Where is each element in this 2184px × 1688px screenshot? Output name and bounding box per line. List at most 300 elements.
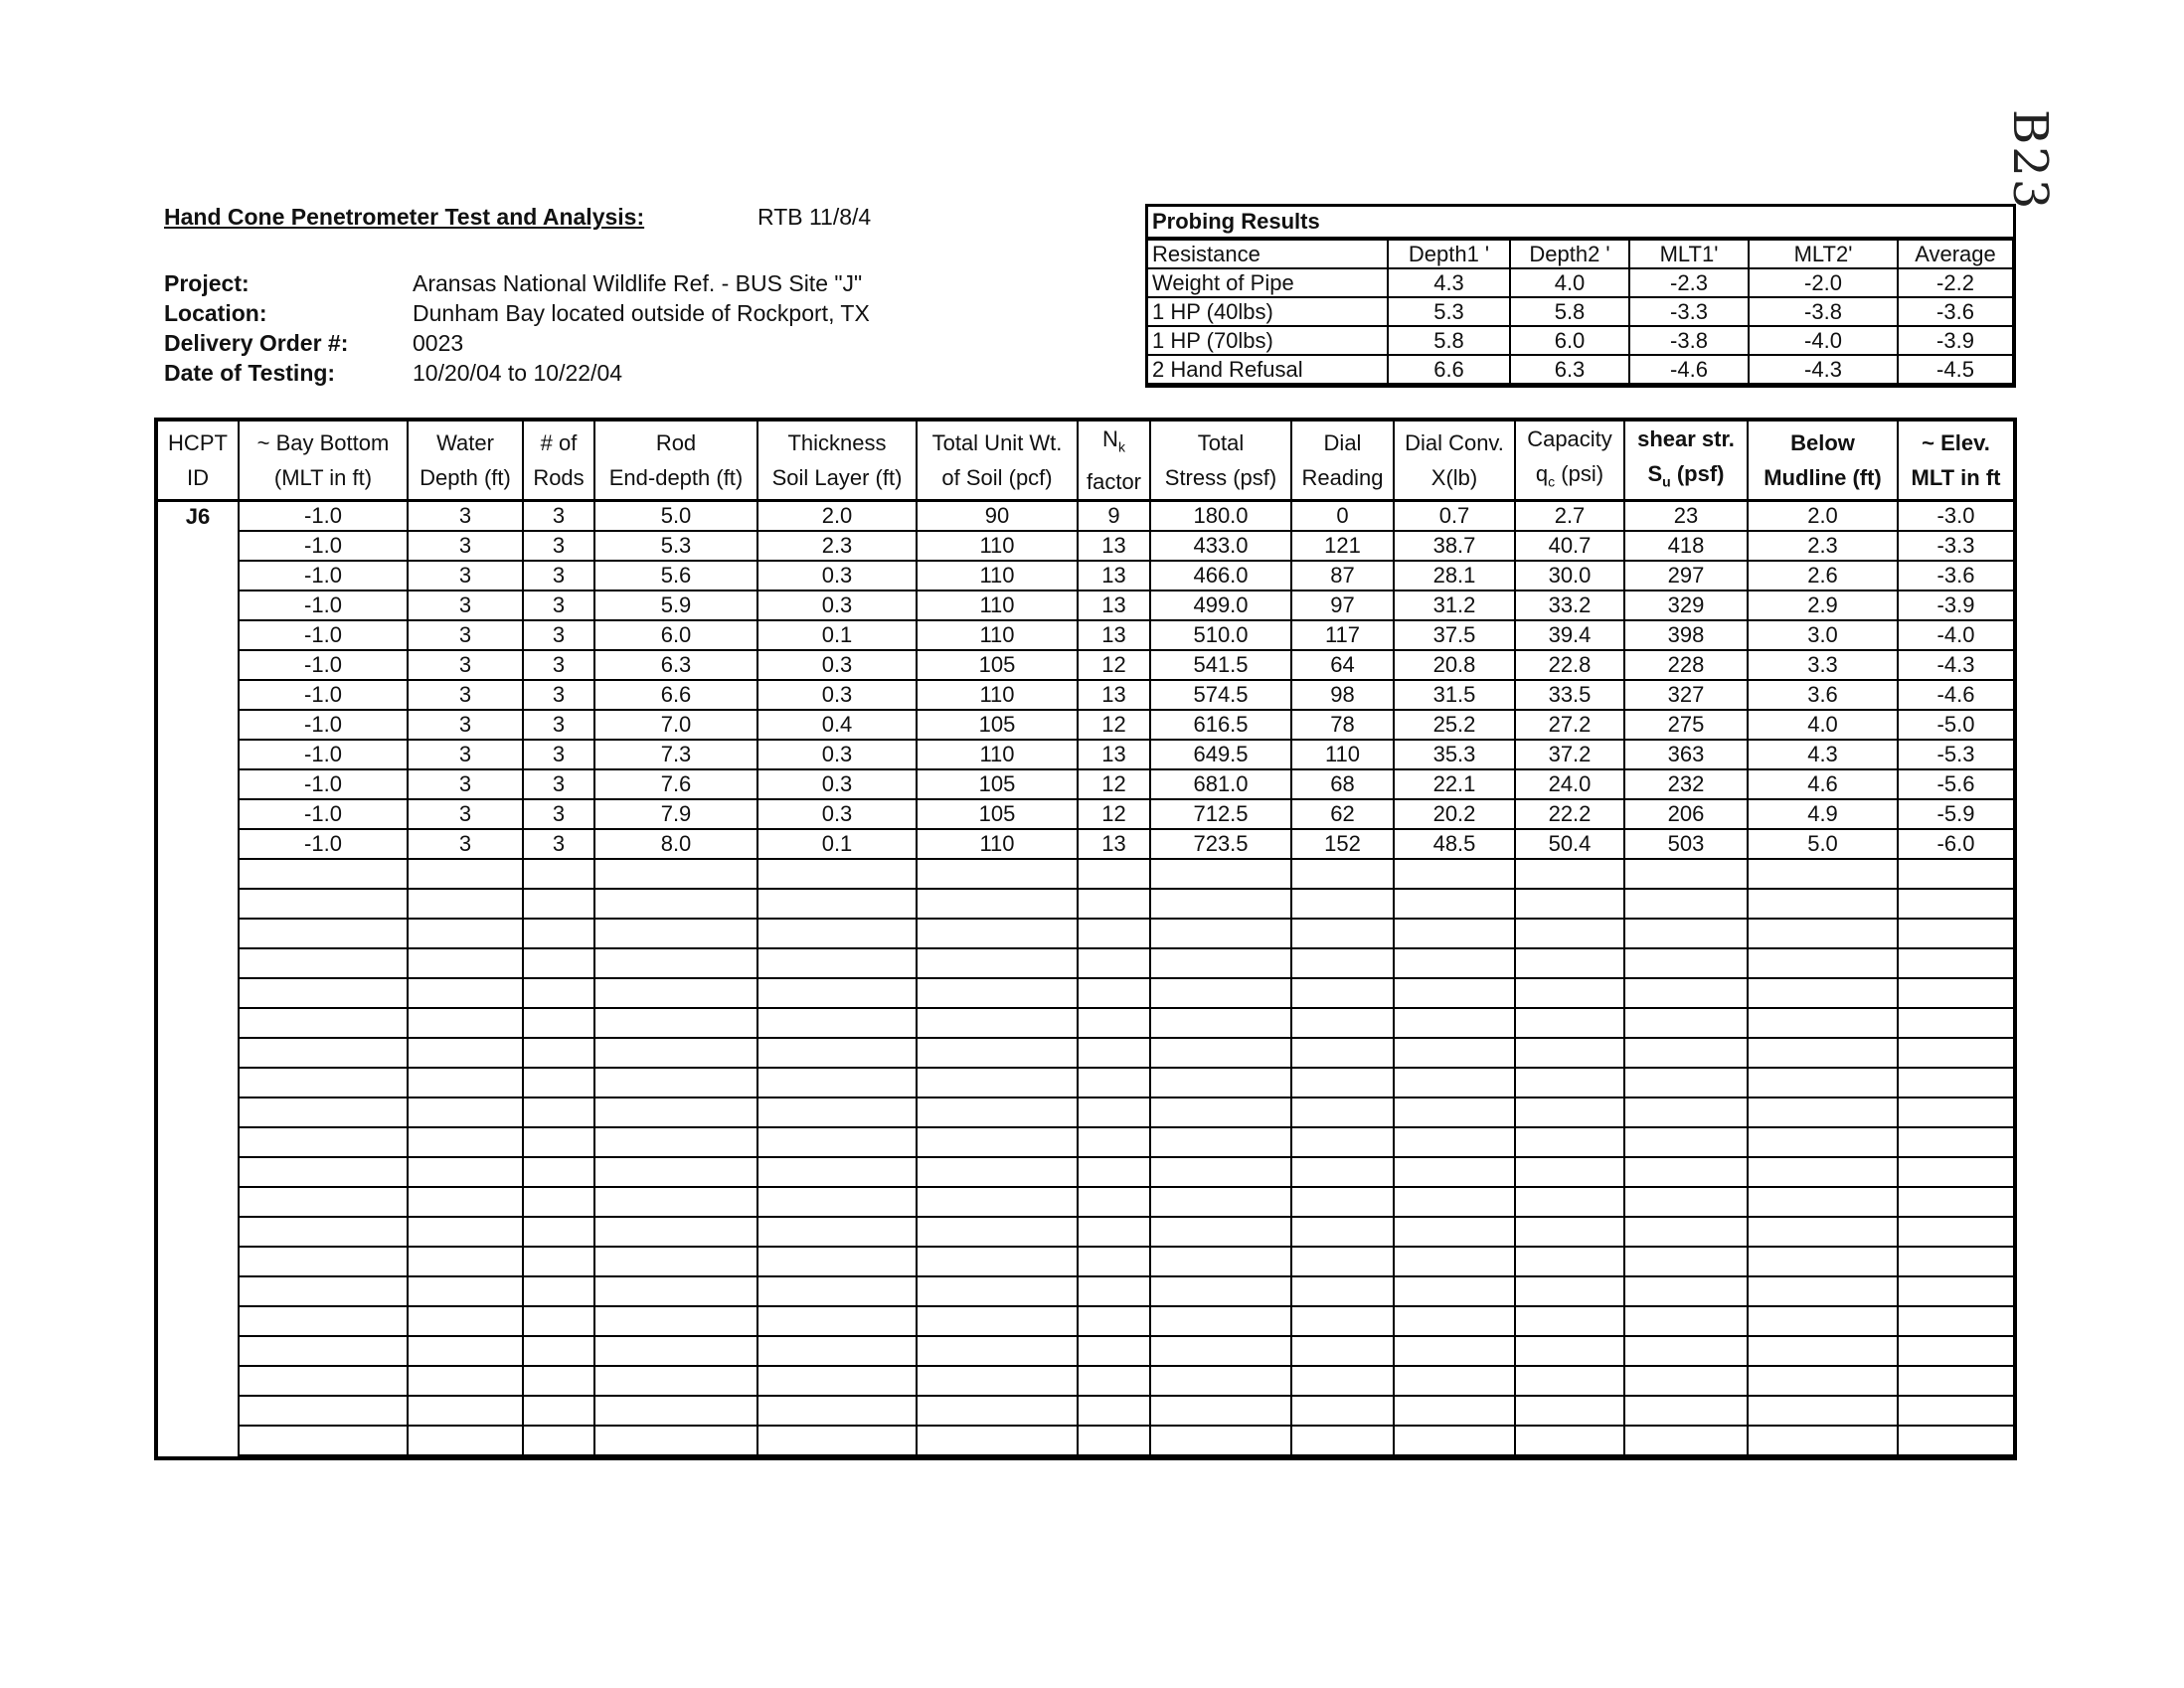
table-cell: 2.0	[1748, 501, 1898, 532]
table-cell: 5.9	[594, 591, 757, 620]
probing-cell: -2.2	[1898, 268, 2013, 297]
table-cell	[594, 1038, 757, 1068]
column-header-text: ID	[187, 465, 209, 491]
table-cell: 2.0	[757, 501, 917, 532]
table-cell: 712.5	[1150, 799, 1291, 829]
table-cell: -4.6	[1898, 680, 2013, 710]
table-cell	[1078, 1127, 1150, 1157]
table-cell: 3	[408, 591, 523, 620]
table-cell	[757, 978, 917, 1008]
table-cell	[1394, 1426, 1515, 1455]
table-cell: 616.5	[1150, 710, 1291, 740]
table-cell: 0.3	[757, 680, 917, 710]
table-cell: 35.3	[1394, 740, 1515, 769]
table-cell: 3	[408, 561, 523, 591]
table-cell	[1150, 1187, 1291, 1217]
table-cell	[1748, 1068, 1898, 1097]
column-header-line1	[1516, 422, 1623, 456]
table-cell	[757, 1157, 917, 1187]
hcpt-id-cell	[158, 1306, 239, 1336]
table-cell	[1748, 978, 1898, 1008]
table-cell	[1394, 1068, 1515, 1097]
table-cell	[523, 1038, 594, 1068]
meta-value: Dunham Bay located outside of Rockport, TX	[413, 300, 870, 326]
table-cell	[1748, 1217, 1898, 1247]
column-header-line2	[1516, 456, 1623, 499]
table-cell	[1748, 1336, 1898, 1366]
table-cell: 0	[1291, 501, 1394, 532]
table-cell: 3.6	[1748, 680, 1898, 710]
table-cell: -3.9	[1898, 591, 2013, 620]
probing-row	[1148, 326, 2013, 355]
table-cell: 5.0	[1748, 829, 1898, 859]
table-row	[158, 829, 2013, 859]
hcpt-id-cell	[158, 710, 239, 740]
table-cell: 510.0	[1150, 620, 1291, 650]
table-cell	[1748, 1396, 1898, 1426]
table-row	[158, 1306, 2013, 1336]
table-cell	[1291, 1008, 1394, 1038]
table-cell	[1515, 1157, 1624, 1187]
column-header-line2	[1151, 460, 1290, 495]
table-cell	[917, 978, 1078, 1008]
column-header-text: shear str.	[1637, 426, 1735, 451]
table-row	[158, 1097, 2013, 1127]
table-cell: 3	[408, 799, 523, 829]
table-cell	[1291, 919, 1394, 948]
probing-cell: 6.0	[1510, 326, 1629, 355]
table-cell: 62	[1291, 799, 1394, 829]
column-header-line1	[240, 425, 407, 460]
table-cell: -1.0	[239, 680, 408, 710]
table-cell	[1078, 1097, 1150, 1127]
table-cell	[523, 1127, 594, 1157]
column-header	[239, 422, 408, 501]
column-header-line1	[1749, 425, 1897, 460]
table-cell	[408, 1217, 523, 1247]
probing-header-row	[1148, 240, 2013, 268]
probing-header-cell: MLT1'	[1629, 240, 1749, 268]
table-cell	[1150, 1008, 1291, 1038]
table-cell: 13	[1078, 620, 1150, 650]
probing-row	[1148, 355, 2013, 384]
table-cell	[1150, 978, 1291, 1008]
table-cell	[1150, 1306, 1291, 1336]
table-cell	[1394, 1008, 1515, 1038]
table-cell	[1078, 1187, 1150, 1217]
probing-cell: 4.0	[1510, 268, 1629, 297]
table-cell: -1.0	[239, 650, 408, 680]
table-cell	[917, 1068, 1078, 1097]
table-row	[158, 561, 2013, 591]
table-cell: 97	[1291, 591, 1394, 620]
table-cell	[523, 1396, 594, 1426]
table-cell: 87	[1291, 561, 1394, 591]
table-cell	[239, 948, 408, 978]
table-cell: 3	[523, 799, 594, 829]
probing-header-cell: Average	[1898, 240, 2013, 268]
table-cell	[239, 1068, 408, 1097]
column-header-line2	[918, 460, 1077, 495]
table-cell	[1898, 1366, 2013, 1396]
table-cell: 327	[1624, 680, 1748, 710]
table-cell	[408, 1008, 523, 1038]
probing-cell: 6.6	[1388, 355, 1510, 384]
column-header	[594, 422, 757, 501]
table-cell	[523, 1008, 594, 1038]
table-cell: 228	[1624, 650, 1748, 680]
table-cell	[1898, 1426, 2013, 1455]
column-header-text: Soil Layer (ft)	[771, 465, 903, 491]
table-row	[158, 1157, 2013, 1187]
table-cell: 329	[1624, 591, 1748, 620]
table-cell	[1515, 1306, 1624, 1336]
table-cell: -1.0	[239, 620, 408, 650]
table-cell	[1150, 1097, 1291, 1127]
table-cell: -3.3	[1898, 531, 2013, 561]
column-header-text: ~ Elev.	[1922, 430, 1990, 456]
table-cell: 541.5	[1150, 650, 1291, 680]
table-cell	[1515, 1217, 1624, 1247]
table-row	[158, 1247, 2013, 1276]
table-cell: 110	[917, 680, 1078, 710]
column-header	[158, 422, 239, 501]
table-cell	[1150, 919, 1291, 948]
column-header	[917, 422, 1078, 501]
column-header-line1	[1151, 425, 1290, 460]
table-cell	[1515, 1336, 1624, 1366]
table-cell	[594, 1426, 757, 1455]
table-cell: 12	[1078, 769, 1150, 799]
table-cell	[523, 1426, 594, 1455]
table-cell	[757, 1396, 917, 1426]
table-cell	[1624, 1097, 1748, 1127]
probing-cell: -3.8	[1749, 297, 1898, 326]
probing-cell: -4.3	[1749, 355, 1898, 384]
table-cell: 0.1	[757, 620, 917, 650]
table-cell	[1291, 889, 1394, 919]
hcpt-id-cell	[158, 591, 239, 620]
probing-cell: Weight of Pipe	[1148, 268, 1388, 297]
table-cell	[1898, 1068, 2013, 1097]
table-cell: 2.9	[1748, 591, 1898, 620]
probing-cell: 2 Hand Refusal	[1148, 355, 1388, 384]
table-cell	[1898, 1276, 2013, 1306]
table-cell	[408, 1306, 523, 1336]
table-cell	[239, 1336, 408, 1366]
table-cell	[1898, 1008, 2013, 1038]
table-cell	[1624, 1366, 1748, 1396]
table-cell: 0.4	[757, 710, 917, 740]
table-cell	[1078, 948, 1150, 978]
table-cell	[523, 1366, 594, 1396]
table-cell	[1624, 1068, 1748, 1097]
table-cell: 3	[523, 531, 594, 561]
table-cell	[917, 1247, 1078, 1276]
table-cell: -6.0	[1898, 829, 2013, 859]
table-cell	[239, 1097, 408, 1127]
meta-label: Delivery Order #:	[164, 330, 349, 356]
column-header-line1	[1395, 425, 1514, 460]
column-header-line1	[1079, 422, 1149, 464]
table-row	[158, 501, 2013, 532]
table-cell	[1898, 919, 2013, 948]
table-cell	[757, 1426, 917, 1455]
meta-label: Project:	[164, 270, 250, 296]
column-header	[523, 422, 594, 501]
table-cell	[1291, 1366, 1394, 1396]
table-cell: 6.6	[594, 680, 757, 710]
table-cell	[1078, 919, 1150, 948]
column-header	[1748, 422, 1898, 501]
table-cell	[594, 948, 757, 978]
hcpt-id-cell	[158, 859, 239, 889]
hcpt-id-cell	[158, 620, 239, 650]
table-cell: 0.3	[757, 561, 917, 591]
table-cell	[523, 1336, 594, 1366]
table-cell	[1624, 1008, 1748, 1038]
table-cell: 6.3	[594, 650, 757, 680]
table-cell	[594, 1157, 757, 1187]
table-cell: 2.3	[757, 531, 917, 561]
table-cell	[1291, 1396, 1394, 1426]
table-cell	[1624, 948, 1748, 978]
table-cell	[917, 859, 1078, 889]
table-cell	[1078, 1276, 1150, 1306]
table-cell	[1624, 1038, 1748, 1068]
table-cell	[1624, 1336, 1748, 1366]
probing-results-title: Probing Results	[1148, 207, 2013, 239]
table-cell: 0.1	[757, 829, 917, 859]
column-header-subscript: u	[1662, 473, 1671, 490]
table-cell	[1394, 1366, 1515, 1396]
table-cell	[1515, 1426, 1624, 1455]
table-cell: 2.6	[1748, 561, 1898, 591]
table-cell: 3	[408, 740, 523, 769]
table-cell	[1394, 889, 1515, 919]
table-cell: 6.0	[594, 620, 757, 650]
table-cell	[1394, 919, 1515, 948]
probing-cell: -3.9	[1898, 326, 2013, 355]
table-cell	[1748, 1247, 1898, 1276]
table-cell	[1291, 1276, 1394, 1306]
hcpt-id-cell	[158, 531, 239, 561]
hcpt-id-cell	[158, 1217, 239, 1247]
table-cell: 363	[1624, 740, 1748, 769]
table-cell	[408, 1336, 523, 1366]
table-cell	[917, 1306, 1078, 1336]
table-cell: -5.6	[1898, 769, 2013, 799]
hcpt-id-cell	[158, 1068, 239, 1097]
table-cell: 22.2	[1515, 799, 1624, 829]
table-cell	[594, 1187, 757, 1217]
table-cell	[408, 1366, 523, 1396]
hcpt-id-cell	[158, 1336, 239, 1366]
table-cell	[239, 1276, 408, 1306]
column-header-line2	[595, 460, 756, 495]
table-cell: 3	[523, 740, 594, 769]
probing-cell: -3.8	[1629, 326, 1749, 355]
table-cell: 40.7	[1515, 531, 1624, 561]
column-header-text: End-depth (ft)	[608, 465, 744, 491]
table-cell: 37.2	[1515, 740, 1624, 769]
table-cell: -3.0	[1898, 501, 2013, 532]
column-header-line2	[409, 460, 522, 495]
table-cell: 27.2	[1515, 710, 1624, 740]
table-cell	[1394, 1396, 1515, 1426]
table-cell: 398	[1624, 620, 1748, 650]
table-row	[158, 859, 2013, 889]
table-row	[158, 948, 2013, 978]
table-cell	[523, 889, 594, 919]
table-cell	[1291, 1306, 1394, 1336]
table-cell: 110	[917, 829, 1078, 859]
table-cell	[408, 1396, 523, 1426]
table-cell	[594, 859, 757, 889]
table-cell	[1624, 1157, 1748, 1187]
table-cell	[917, 1396, 1078, 1426]
table-cell	[1748, 1366, 1898, 1396]
table-cell	[1150, 889, 1291, 919]
table-cell: 90	[917, 501, 1078, 532]
meta-value: 0023	[413, 330, 464, 356]
table-cell	[1291, 1187, 1394, 1217]
table-cell	[1394, 978, 1515, 1008]
table-cell	[1624, 1276, 1748, 1306]
table-cell: 466.0	[1150, 561, 1291, 591]
table-cell	[1748, 1097, 1898, 1127]
table-cell	[1291, 1097, 1394, 1127]
probing-cell: -2.3	[1629, 268, 1749, 297]
table-cell: 5.0	[594, 501, 757, 532]
table-cell	[1150, 1217, 1291, 1247]
table-cell	[1150, 859, 1291, 889]
table-cell	[1748, 1187, 1898, 1217]
project-row	[164, 268, 969, 298]
table-cell	[757, 948, 917, 978]
column-header-text: Rod	[655, 430, 697, 456]
table-cell: 12	[1078, 650, 1150, 680]
table-cell	[1078, 1336, 1150, 1366]
table-cell: 30.0	[1515, 561, 1624, 591]
probing-cell: 5.8	[1388, 326, 1510, 355]
table-row	[158, 1396, 2013, 1426]
table-cell: 25.2	[1394, 710, 1515, 740]
table-cell	[408, 1068, 523, 1097]
column-header	[757, 422, 917, 501]
column-header-text: X(lb)	[1430, 465, 1478, 491]
table-cell: 0.7	[1394, 501, 1515, 532]
table-cell	[1624, 1396, 1748, 1426]
table-cell: 7.3	[594, 740, 757, 769]
table-cell: 13	[1078, 531, 1150, 561]
hcpt-id-cell	[158, 919, 239, 948]
table-cell	[1624, 1217, 1748, 1247]
table-cell	[594, 1097, 757, 1127]
meta-label: Location:	[164, 300, 267, 326]
table-cell: -5.0	[1898, 710, 2013, 740]
table-cell: 3	[408, 650, 523, 680]
table-row	[158, 769, 2013, 799]
probing-header-cell: Depth2 '	[1510, 240, 1629, 268]
table-cell: 3	[408, 680, 523, 710]
column-header-line2	[758, 460, 916, 495]
table-cell	[1748, 919, 1898, 948]
column-header-line2	[1079, 464, 1149, 499]
table-cell: -3.6	[1898, 561, 2013, 591]
column-header	[1624, 422, 1748, 501]
table-cell: 0.3	[757, 650, 917, 680]
hcpt-id-cell	[158, 1247, 239, 1276]
table-cell	[1748, 1426, 1898, 1455]
table-cell	[239, 1396, 408, 1426]
column-header-text: ~ Bay Bottom	[256, 430, 390, 456]
table-cell	[1898, 1187, 2013, 1217]
table-cell	[1150, 1426, 1291, 1455]
table-cell	[1394, 1247, 1515, 1276]
column-header-line2	[1749, 460, 1897, 495]
hcpt-id-cell	[158, 1127, 239, 1157]
table-cell: 0.3	[757, 740, 917, 769]
table-cell	[594, 978, 757, 1008]
table-cell	[239, 978, 408, 1008]
table-cell: 3	[523, 650, 594, 680]
table-cell: 3	[523, 769, 594, 799]
hcpt-id-cell	[158, 1097, 239, 1127]
table-row	[158, 650, 2013, 680]
probing-results-grid	[1148, 239, 2014, 385]
table-cell: 78	[1291, 710, 1394, 740]
table-cell	[1898, 1247, 2013, 1276]
table-cell	[1291, 1127, 1394, 1157]
table-cell	[1898, 1336, 2013, 1366]
table-cell	[239, 1306, 408, 1336]
probing-cell: -3.6	[1898, 297, 2013, 326]
table-cell	[757, 1247, 917, 1276]
table-cell	[1291, 978, 1394, 1008]
table-cell	[917, 1127, 1078, 1157]
hcpt-id-cell	[158, 1426, 239, 1455]
probing-cell: -3.3	[1629, 297, 1749, 326]
table-cell	[1515, 1187, 1624, 1217]
probing-cell: -2.0	[1749, 268, 1898, 297]
table-cell: -5.9	[1898, 799, 2013, 829]
table-cell	[1748, 1038, 1898, 1068]
table-cell	[1078, 1157, 1150, 1187]
column-header	[1150, 422, 1291, 501]
table-cell: 22.1	[1394, 769, 1515, 799]
table-cell	[523, 1306, 594, 1336]
table-cell	[1515, 1008, 1624, 1038]
table-cell: 433.0	[1150, 531, 1291, 561]
table-cell: 48.5	[1394, 829, 1515, 859]
table-cell	[1078, 1008, 1150, 1038]
table-cell	[1150, 1366, 1291, 1396]
table-cell: 0.3	[757, 591, 917, 620]
table-cell	[1291, 1426, 1394, 1455]
table-row	[158, 1217, 2013, 1247]
table-cell: 723.5	[1150, 829, 1291, 859]
probing-row	[1148, 297, 2013, 326]
table-cell: 152	[1291, 829, 1394, 859]
table-cell	[239, 889, 408, 919]
column-header-line2	[1899, 460, 2013, 495]
probing-cell: 1 HP (40lbs)	[1148, 297, 1388, 326]
column-header-line2	[1625, 456, 1747, 499]
table-cell	[1624, 1306, 1748, 1336]
table-cell	[1898, 1217, 2013, 1247]
table-cell: -1.0	[239, 531, 408, 561]
